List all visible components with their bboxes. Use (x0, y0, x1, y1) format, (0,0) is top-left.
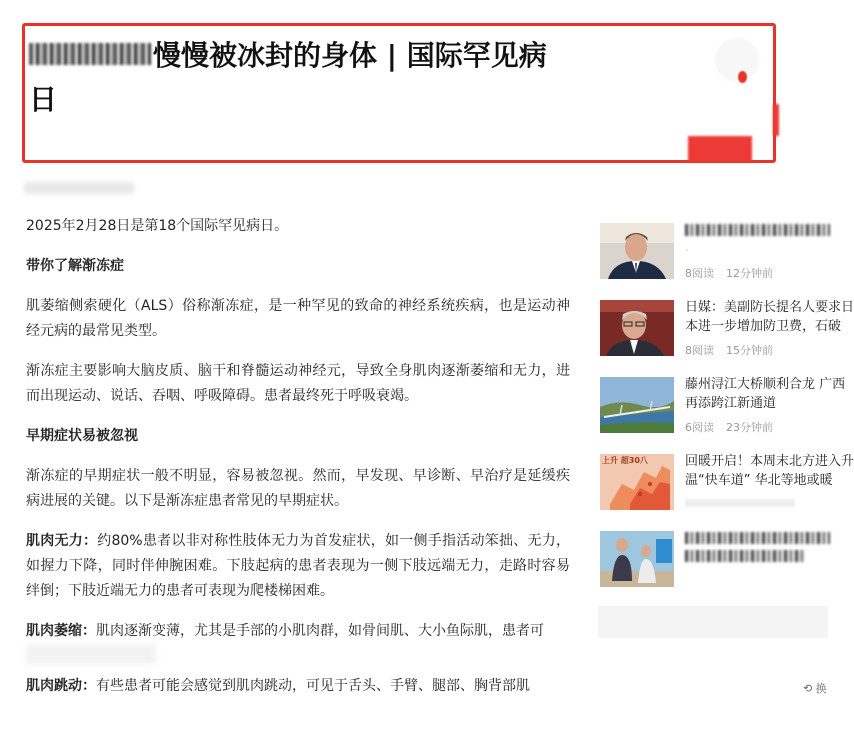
blurred-text (685, 532, 830, 544)
news-item[interactable] (600, 454, 854, 516)
blurred-text (685, 224, 830, 236)
news-thumbnail[interactable] (600, 223, 674, 279)
page-title: 慢慢被冰封的身体 | 国际罕见病日 (29, 39, 547, 116)
news-title[interactable] (685, 529, 835, 568)
news-meta: 6阅读 23分钟前 (685, 421, 773, 434)
header-red-accent (773, 104, 779, 136)
blurred-title-prefix (29, 43, 151, 65)
news-item[interactable] (600, 223, 828, 285)
section-heading: 带你了解渐冻症 (26, 258, 124, 274)
news-thumbnail[interactable] (600, 454, 674, 510)
news-meta: 8阅读 15分钟前 (685, 344, 773, 357)
news-meta (685, 496, 807, 513)
news-title[interactable]: 日媒：美副防长提名人要求日 本进一步增加防卫费，石破 (685, 300, 854, 334)
paragraph: 渐冻症的早期症状一般不明显，容易被忽视。然而，早发现、早诊断、早治疗是延缓疾病进展的关键。以下是渐冻症患者常见的早期症状。 (26, 468, 570, 509)
news-thumbnail[interactable] (600, 300, 674, 356)
paragraph: 肌肉跳动：有些患者可能会感觉到肌肉跳动，可见于舌头、手臂、腿部、胸背部肌 (26, 678, 530, 694)
article-meta-blurred (24, 182, 134, 194)
paragraph-label: 肌肉无力： (26, 533, 98, 549)
follow-button[interactable] (688, 136, 752, 162)
paragraph-label: 肌肉萎缩： (26, 623, 96, 639)
paragraph: 渐冻症主要影响大脑皮质、脑干和脊髓运动神经元，导致全身肌肉逐渐萎缩和无力，进而出现运动、说话、吞咽、呼吸障碍。患者最终死于呼吸衰竭。 (26, 363, 570, 404)
news-title[interactable]: 藤州浔江大桥顺利合龙 广西 再添跨江新通道 (685, 377, 846, 411)
paragraph: 肌肉萎缩：肌肉逐渐变薄，尤其是手部的小肌肉群，如骨间肌、大小鱼际肌，患者可 (26, 623, 544, 639)
news-thumbnail[interactable] (600, 377, 674, 433)
news-item[interactable] (600, 377, 846, 439)
news-title[interactable]: · (685, 221, 835, 261)
thumbnail-caption: 上升 超30八 (602, 456, 648, 465)
news-item[interactable] (600, 531, 828, 593)
section-heading: 早期症状易被忽视 (26, 428, 138, 444)
paragraph: 肌肉无力：约80%患者以非对称性肢体无力为首发症状，如一侧手指活动笨拙、无力，如握力下降，同时伴伸腕困难。下肢起病的患者表现为一侧下肢远端无力，走路时容易绊倒；下肢近端无力的患者可表现为爬楼梯困难。 (26, 533, 570, 599)
news-thumbnail[interactable] (600, 531, 674, 587)
blurred-line (26, 644, 156, 664)
blurred-text (685, 550, 805, 562)
header-avatar-placeholder (715, 38, 759, 82)
paragraph: 肌萎缩侧索硬化（ALS）俗称渐冻症，是一种罕见的致命的神经系统疾病，也是运动神经元病的最常见类型。 (26, 298, 570, 339)
article-body (26, 214, 570, 714)
refresh-link[interactable]: ⟲ 换 (803, 682, 827, 695)
paragraph: 2025年2月28日是第18个国际罕见病日。 (26, 218, 289, 234)
news-item[interactable] (600, 300, 854, 362)
paragraph-label: 肌肉跳动： (26, 678, 96, 694)
location-pin-icon (738, 71, 747, 83)
news-meta: 8阅读 12分钟前 (685, 267, 773, 280)
related-news-list (600, 223, 854, 608)
sidebar-panel-placeholder (598, 606, 828, 638)
article-header (22, 23, 776, 163)
news-title[interactable]: 回暖开启！本周末北方进入升 温“快车道” 华北等地或暖 (685, 454, 854, 488)
